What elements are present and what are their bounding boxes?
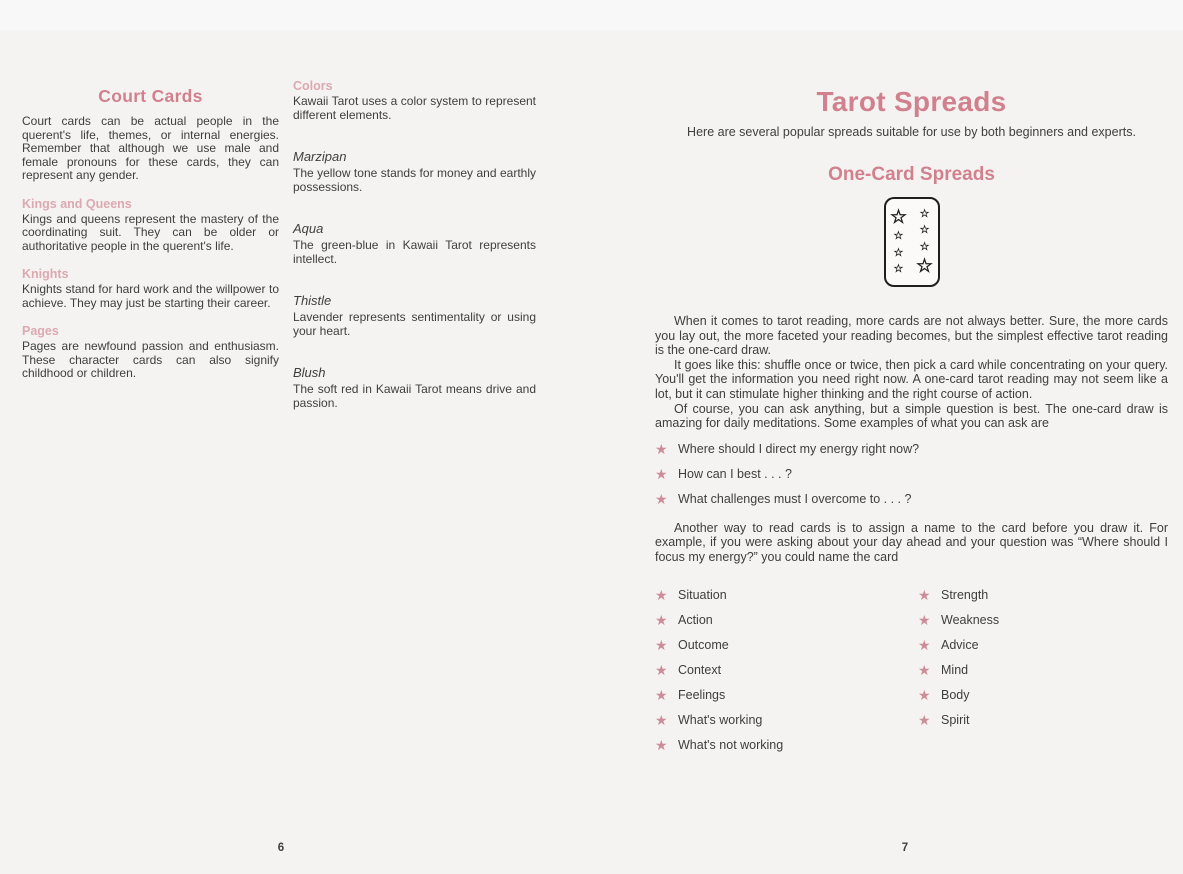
star-bullet-icon: ★ <box>655 612 668 629</box>
list-item <box>655 467 1168 481</box>
color-entry-body-aqua: The green-blue in Kawaii Tarot represents intellect. <box>293 238 536 266</box>
star-icon: ☆ <box>893 230 904 243</box>
list-item <box>918 613 1168 627</box>
court-cards-title: Court Cards <box>98 86 203 106</box>
tarot-spreads-title: Tarot Spreads <box>816 86 1007 117</box>
star-bullet-icon: ★ <box>655 712 668 729</box>
star-bullet-icon: ★ <box>918 587 931 604</box>
list-item <box>655 713 918 727</box>
card-name: Mind <box>941 663 969 678</box>
star-bullet-icon: ★ <box>918 637 931 654</box>
scan-top-strip <box>0 0 1183 30</box>
star-bullet-icon: ★ <box>655 587 668 604</box>
color-entry-body-marzipan: The yellow tone stands for money and earthly possessions. <box>293 166 536 194</box>
star-icon: ☆ <box>919 224 930 237</box>
card-name-column-1 <box>655 577 918 763</box>
color-entry-body-thistle: Lavender represents sentimentality or using your heart. <box>293 310 536 338</box>
star-bullet-icon: ★ <box>918 612 931 629</box>
star-bullet-icon: ★ <box>655 490 668 507</box>
list-item <box>655 638 918 652</box>
list-item <box>655 492 1168 506</box>
card-name: Situation <box>678 588 727 603</box>
tarot-spreads-subtitle: Here are several popular spreads suitable for use by both beginners and experts. <box>687 125 1136 139</box>
question-text: Where should I direct my energy right now? <box>678 441 920 456</box>
list-item <box>655 613 918 627</box>
list-item <box>655 663 918 677</box>
page-number-right: 7 <box>901 842 909 854</box>
question-text: What challenges must I overcome to . . . ? <box>678 491 912 506</box>
list-item <box>655 688 918 702</box>
star-icon: ☆ <box>889 207 907 228</box>
star-bullet-icon: ★ <box>655 465 668 482</box>
page-number-left: 6 <box>277 842 285 854</box>
card-name: Feelings <box>678 688 726 703</box>
card-name: What's working <box>678 713 763 728</box>
star-bullet-icon: ★ <box>655 737 668 754</box>
question-list <box>655 442 1168 506</box>
color-entry-name-marzipan: Marzipan <box>293 149 347 164</box>
section-body-kings-queens: Kings and queens represent the mastery of the coordinating suit. They can be older or authoritative people in the querent's life. <box>22 211 279 253</box>
section-body-knights: Knights stand for hard work and the willpower to achieve. They may just be starting their career. <box>22 282 279 310</box>
color-entry-name-blush: Blush <box>293 365 326 380</box>
star-icon: ☆ <box>919 208 930 220</box>
section-heading-kings-queens: Kings and Queens <box>22 196 132 211</box>
section-body-pages: Pages are newfound passion and enthusiasm. These character cards can also signify childhood or children. <box>22 339 279 380</box>
left-page-column-2 <box>293 79 536 410</box>
left-page-column-1 <box>22 86 279 381</box>
card-name: Weakness <box>941 613 1000 628</box>
card-name-column-2 <box>918 577 1168 763</box>
list-item <box>918 688 1168 702</box>
color-entry-body-blush: The soft red in Kawaii Tarot means drive and passion. <box>293 382 536 410</box>
list-item <box>918 713 1168 727</box>
card-naming-paragraph: Another way to read cards is to assign a name to the card before you draw it. For example, if you were asking about your day ahead and your question was “Where should I focus my energy?” you could name the card <box>655 520 1168 564</box>
colors-intro: Kawaii Tarot uses a color system to represent different elements. <box>293 94 536 122</box>
section-heading-pages: Pages <box>22 324 59 338</box>
one-card-spreads-title: One-Card Spreads <box>828 164 995 185</box>
star-bullet-icon: ★ <box>918 662 931 679</box>
card-name-list <box>655 577 1168 763</box>
star-bullet-icon: ★ <box>918 687 931 704</box>
star-bullet-icon: ★ <box>655 687 668 704</box>
card-name: Spirit <box>941 713 970 728</box>
color-entry-name-aqua: Aqua <box>293 221 324 236</box>
card-name: Context <box>678 663 722 678</box>
star-icon: ☆ <box>893 262 904 275</box>
court-cards-intro: Court cards can be actual people in the querent's life, themes, or internal energies. Remember that although we use male and female pronouns for these cards, they can represent any gender. <box>22 114 279 182</box>
star-icon: ☆ <box>893 246 904 259</box>
list-item <box>918 638 1168 652</box>
paragraph: It goes like this: shuffle once or twice, then pick a card while concentrating on your query. You'll get the information you need right now. A one-card tarot reading may not seem like a lot, but it can stimulate higher thinking and the right course of action. <box>655 357 1168 401</box>
star-bullet-icon: ★ <box>655 637 668 654</box>
star-bullet-icon: ★ <box>655 440 668 457</box>
card-name: What's not working <box>678 738 784 753</box>
card-star-column-left <box>890 209 907 275</box>
paragraph: Of course, you can ask anything, but a simple question is best. The one-card draw is amazing for daily meditations. Some examples of what you can ask are <box>655 401 1168 431</box>
card-name: Action <box>678 613 713 628</box>
list-item <box>655 588 918 602</box>
question-text: How can I best . . . ? <box>678 466 792 481</box>
star-icon: ☆ <box>919 240 930 253</box>
card-name: Outcome <box>678 638 729 653</box>
list-item <box>918 588 1168 602</box>
paragraph: When it comes to tarot reading, more cards are not always better. Sure, the more cards you lay out, the more faceted your reading becomes, but the simplest effective tarot reading is the one-card draw. <box>655 314 1168 358</box>
tarot-card-illustration <box>884 197 940 287</box>
one-card-paragraphs <box>655 314 1168 431</box>
card-name: Strength <box>941 588 989 603</box>
card-name: Advice <box>941 638 979 653</box>
list-item <box>655 442 1168 456</box>
list-item <box>918 663 1168 677</box>
color-entry-name-thistle: Thistle <box>293 293 332 308</box>
star-bullet-icon: ★ <box>655 662 668 679</box>
right-page <box>655 86 1168 763</box>
card-name: Body <box>941 688 970 703</box>
star-icon: ☆ <box>916 255 934 277</box>
list-item <box>655 738 918 752</box>
colors-heading: Colors <box>293 79 333 93</box>
card-star-column-right <box>916 209 933 275</box>
star-bullet-icon: ★ <box>918 712 931 729</box>
section-heading-knights: Knights <box>22 267 69 281</box>
